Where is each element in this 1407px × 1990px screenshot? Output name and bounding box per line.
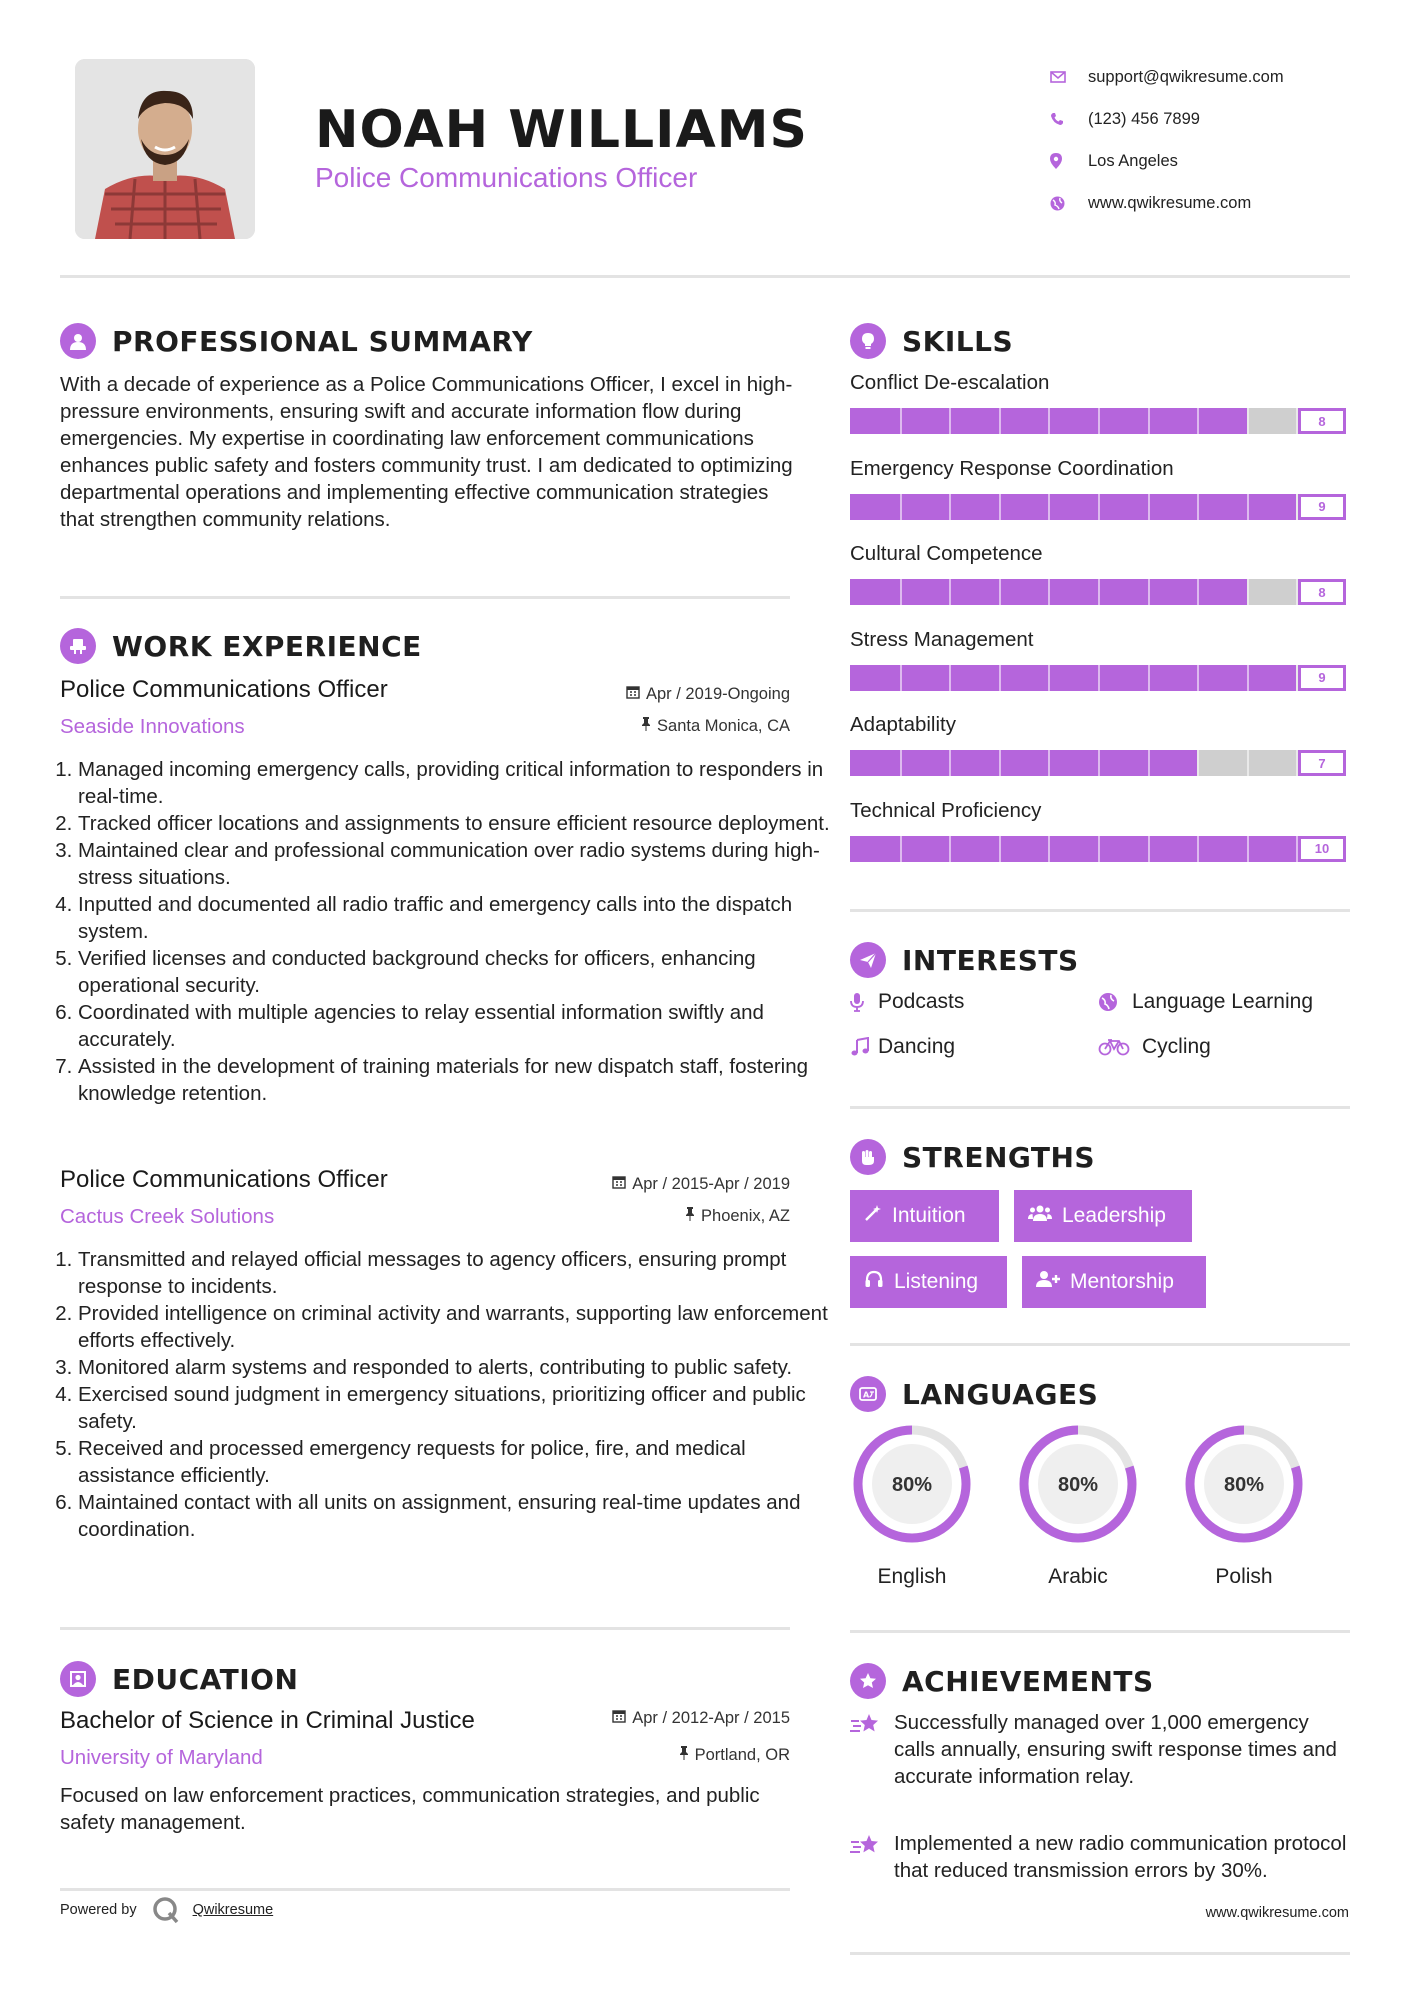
skill-label: Emergency Response Coordination: [850, 456, 1174, 480]
skill-bar-segment: [1098, 494, 1100, 520]
header-divider: [60, 275, 1350, 278]
job-location: [490, 717, 790, 741]
briefcase-icon: [60, 628, 96, 664]
strength-tag: [1022, 1256, 1206, 1308]
skill-bar: [850, 494, 1346, 520]
summary-text: With a decade of experience as a Police Communications Officer, I excel in high-pressure environments, ensuring swift and accurate information flow during emergencies. My expertise in coordinating law enforcement communications enhances public safety and fosters community trust. I am dedicated to optimizing departmental operations and implementing effective communication strategies that strengthen community relations.: [60, 373, 793, 531]
interest-label: Dancing: [878, 1035, 956, 1058]
list-item: 7. Assisted in the development of training materials for new dispatch staff, fostering knowledge retention.: [78, 1053, 830, 1107]
skill-bar-segment: [1098, 408, 1100, 434]
skill-bar-segment: [1247, 579, 1249, 605]
skill-bar-segment: [1197, 665, 1199, 691]
candidate-name: NOAH WILLIAMS: [315, 100, 808, 160]
skill-bar-segment: [1197, 750, 1199, 776]
skill-bar-segment: [1048, 494, 1050, 520]
achievement-item: [850, 1709, 1350, 1790]
strengths-divider: [850, 1343, 1350, 1346]
skill-bar-segment: [949, 408, 951, 434]
skill-bar-segment: [1247, 494, 1249, 520]
language-ring: [1182, 1422, 1306, 1546]
job-location-text: Santa Monica, CA: [657, 717, 790, 735]
contact-email[interactable]: [1050, 56, 1284, 98]
skill-bar-segment: [999, 579, 1001, 605]
education-title: EDUCATION: [112, 1662, 299, 1696]
skills-title: SKILLS: [902, 324, 1014, 358]
job-bullets: [48, 1246, 830, 1543]
interest-item: [1098, 1035, 1211, 1059]
phone-icon: [1050, 112, 1088, 126]
skill-bar-segment: [999, 494, 1001, 520]
star-badge-icon: [850, 1663, 886, 1699]
music-note-icon: [850, 1037, 878, 1057]
skill-bar-segment: [900, 836, 902, 862]
globe-icon: [1098, 992, 1132, 1012]
microphone-icon: [850, 992, 878, 1012]
languages-divider: [850, 1630, 1350, 1633]
skill-bar-segment: [1197, 836, 1199, 862]
skills-header: [850, 323, 1013, 359]
education-date-text: Apr / 2012-Apr / 2015: [632, 1709, 790, 1727]
pin-icon: [685, 1207, 695, 1226]
interests-divider: [850, 1106, 1350, 1109]
company-name: Cactus Creek Solutions: [60, 1205, 275, 1228]
list-item: 2. Provided intelligence on criminal activity and warrants, supporting law enforcement efforts effectively.: [78, 1300, 830, 1354]
skill-bar-segment: [1148, 408, 1150, 434]
skill-bar-segment: [1098, 579, 1100, 605]
list-item: 5. Received and processed emergency requests for police, fire, and medical assistance efficiently.: [78, 1435, 830, 1489]
skill-bar-segment: [1247, 665, 1249, 691]
achievement-text: Successfully managed over 1,000 emergency calls annually, ensuring swift response times and accurate information relay.: [894, 1711, 1337, 1788]
skill-bar-segment: [1197, 579, 1199, 605]
envelope-icon: [1050, 71, 1088, 83]
list-item: 5. Verified licenses and conducted background checks for officers, enhancing operational security.: [78, 945, 830, 999]
list-item: 2. Tracked officer locations and assignments to ensure efficient resource deployment.: [78, 810, 830, 837]
lightbulb-icon: [850, 323, 886, 359]
skill-bar-segment: [1148, 836, 1150, 862]
list-item: 6. Coordinated with multiple agencies to relay essential information swiftly and accurately.: [78, 999, 830, 1053]
contact-location: [1050, 140, 1284, 182]
skill-bar-segment: [949, 494, 951, 520]
language-ring: [850, 1422, 974, 1546]
fist-icon: [850, 1139, 886, 1175]
headphones-icon: [864, 1270, 884, 1294]
strengths-title: STRENGTHS: [902, 1140, 1096, 1174]
experience-divider: [60, 1627, 790, 1630]
company-name: Seaside Innovations: [60, 715, 245, 738]
skill-bar-segment: [999, 408, 1001, 434]
contact-email-text: support@qwikresume.com: [1088, 67, 1284, 86]
skill-bar-segment: [900, 408, 902, 434]
job-date: [490, 685, 790, 709]
list-item: 4. Exercised sound judgment in emergency situations, prioritizing officer and public safety.: [78, 1381, 830, 1435]
skill-bar-segment: [900, 750, 902, 776]
skill-label: Technical Proficiency: [850, 798, 1042, 822]
interest-item: [850, 990, 964, 1014]
job-title: Police Communications Officer: [60, 676, 388, 703]
interest-item: [1098, 990, 1313, 1014]
skill-label: Cultural Competence: [850, 542, 1043, 565]
profile-photo: [75, 59, 255, 239]
skill-bar-segment: [949, 579, 951, 605]
skill-score-badge: 7: [1298, 750, 1346, 776]
list-item: 6. Maintained contact with all units on assignment, ensuring real-time updates and coordination.: [78, 1489, 830, 1543]
strength-label: Listening: [894, 1270, 979, 1293]
skill-bar-fill: [850, 494, 1296, 520]
interests-title: INTERESTS: [902, 943, 1079, 977]
svg-text:A: A: [863, 1390, 870, 1400]
skill-score-badge: 8: [1298, 408, 1346, 434]
interest-item: [850, 1035, 955, 1059]
education-divider: [60, 1888, 790, 1891]
calendar-icon: [612, 1709, 626, 1728]
powered-by-label: Powered by: [60, 1902, 137, 1918]
contact-website-text: www.qwikresume.com: [1088, 193, 1252, 212]
education-date: [490, 1709, 790, 1733]
user-icon: [60, 323, 96, 359]
experience-title: WORK EXPERIENCE: [112, 629, 422, 663]
skill-bar-segment: [900, 494, 902, 520]
achievement-text: Implemented a new radio communication protocol that reduced transmission errors by 30%.: [894, 1832, 1347, 1882]
language-percent: 80%: [891, 1474, 933, 1496]
skill-bar-segment: [1048, 665, 1050, 691]
globe-icon: [1050, 196, 1088, 211]
skill-score-badge: 9: [1298, 494, 1346, 520]
job-location: [490, 1207, 790, 1231]
skills-divider: [850, 909, 1350, 912]
contact-phone[interactable]: [1050, 98, 1284, 140]
skill-bar-segment: [999, 750, 1001, 776]
interest-label: Language Learning: [1132, 990, 1314, 1013]
list-item: 1. Managed incoming emergency calls, providing critical information to responders in real-time.: [78, 756, 830, 810]
skill-bar-segment: [1048, 836, 1050, 862]
skill-label: Adaptability: [850, 713, 956, 736]
map-pin-icon: [1050, 153, 1088, 169]
skill-bar-segment: [949, 665, 951, 691]
language-ring: [1016, 1422, 1140, 1546]
skill-bar-segment: [949, 836, 951, 862]
strength-label: Intuition: [892, 1204, 966, 1227]
interest-label: Cycling: [1142, 1035, 1211, 1058]
languages-title: LANGUAGES: [902, 1377, 1099, 1411]
pin-icon: [641, 717, 651, 736]
skill-bar: [850, 579, 1346, 605]
skill-bar: [850, 665, 1346, 691]
skill-bar-segment: [900, 665, 902, 691]
paper-plane-icon: [850, 942, 886, 978]
skill-score-badge: 10: [1298, 836, 1346, 862]
skill-bar-segment: [900, 579, 902, 605]
skill-bar-segment: [1148, 579, 1150, 605]
summary-title: PROFESSIONAL SUMMARY: [112, 324, 533, 358]
skill-label: Conflict De-escalation: [850, 371, 1050, 394]
skill-bar-segment: [1148, 750, 1150, 776]
skill-bar-segment: [999, 665, 1001, 691]
skill-bar-segment: [1197, 408, 1199, 434]
experience-header: [60, 628, 422, 664]
contact-info: [1050, 56, 1284, 224]
list-item: 1. Transmitted and relayed official messages to agency officers, ensuring prompt response to incidents.: [78, 1246, 830, 1300]
skill-bar-segment: [1197, 494, 1199, 520]
achievements-header: [850, 1663, 1154, 1699]
job-date-text: Apr / 2019-Ongoing: [645, 685, 790, 703]
skill-bar-segment: [949, 750, 951, 776]
list-item: 4. Inputted and documented all radio traffic and emergency calls into the dispatch system.: [78, 891, 830, 945]
education-text: Focused on law enforcement practices, communication strategies, and public safety management.: [60, 1784, 760, 1834]
skill-bar-segment: [1098, 750, 1100, 776]
language-item: [1182, 1422, 1306, 1589]
language-label: Arabic: [1048, 1565, 1108, 1588]
contact-location-text: Los Angeles: [1088, 151, 1178, 170]
skill-bar-segment: [1148, 494, 1150, 520]
skill-bar-segment: [1247, 836, 1249, 862]
shooting-star-icon: [850, 1709, 894, 1790]
contact-website[interactable]: [1050, 182, 1284, 224]
language-label: English: [877, 1565, 947, 1588]
skill-score-badge: 9: [1298, 665, 1346, 691]
interests-header: [850, 942, 1079, 978]
skill-bar-fill: [850, 665, 1296, 691]
contact-phone-text: (123) 456 7899: [1088, 109, 1200, 128]
strength-tag: [1014, 1190, 1192, 1242]
shooting-star-icon: [850, 1830, 894, 1884]
job-location-text: Phoenix, AZ: [701, 1207, 790, 1225]
skill-bar: [850, 836, 1346, 862]
job-date-text: Apr / 2015-Apr / 2019: [632, 1175, 790, 1193]
strength-label: Mentorship: [1070, 1270, 1174, 1293]
skill-bar-segment: [1247, 408, 1249, 434]
language-item: [1016, 1422, 1140, 1589]
skill-bar-segment: [999, 836, 1001, 862]
strength-tag: [850, 1256, 1007, 1308]
calendar-icon: [626, 685, 640, 704]
brand-link[interactable]: Qwikresume: [192, 1902, 274, 1918]
powered-by: [60, 1895, 273, 1925]
footer-divider: [850, 1952, 1350, 1955]
achievements-title: ACHIEVEMENTS: [902, 1664, 1154, 1698]
skill-score-badge: 8: [1298, 579, 1346, 605]
summary-header: [60, 323, 533, 359]
education-location: [490, 1746, 790, 1770]
skill-bar-segment: [1048, 408, 1050, 434]
users-icon: [1028, 1204, 1052, 1228]
list-item: 3. Monitored alarm systems and responded to alerts, contributing to public safety.: [78, 1354, 830, 1381]
job-bullets: [48, 756, 830, 1107]
skill-bar: [850, 408, 1346, 434]
skill-bar-fill: [850, 750, 1197, 776]
bicycle-icon: [1098, 1038, 1142, 1056]
graduate-icon: [60, 1661, 96, 1697]
footer-website[interactable]: www.qwikresume.com: [1205, 1905, 1349, 1921]
interest-label: Podcasts: [878, 990, 965, 1013]
strength-label: Leadership: [1062, 1204, 1166, 1227]
skill-bar: [850, 750, 1346, 776]
strengths-header: [850, 1139, 1095, 1175]
candidate-role: Police Communications Officer: [315, 162, 698, 193]
calendar-icon: [612, 1175, 626, 1194]
school-name: University of Maryland: [60, 1746, 263, 1769]
magic-wand-icon: [864, 1204, 882, 1228]
pin-icon: [679, 1746, 689, 1765]
education-header: [60, 1661, 298, 1697]
language-icon: [850, 1376, 886, 1412]
skill-bar-segment: [1098, 665, 1100, 691]
language-item: [850, 1422, 974, 1589]
qwikresume-logo-icon: [151, 1895, 181, 1925]
education-location-text: Portland, OR: [694, 1746, 790, 1764]
list-item: 3. Maintained clear and professional communication over radio systems during high-stress situations.: [78, 837, 830, 891]
user-plus-icon: [1036, 1270, 1060, 1294]
skill-label: Stress Management: [850, 627, 1034, 651]
achievement-item: [850, 1830, 1350, 1884]
skill-bar-segment: [1098, 836, 1100, 862]
skill-bar-segment: [1247, 750, 1249, 776]
skill-bar-segment: [1048, 579, 1050, 605]
language-percent: 80%: [1057, 1474, 1099, 1496]
summary-divider: [60, 596, 790, 599]
strength-tag: [850, 1190, 999, 1242]
skill-bar-segment: [1148, 665, 1150, 691]
skill-bar-segment: [1048, 750, 1050, 776]
degree-title: Bachelor of Science in Criminal Justice: [60, 1707, 475, 1734]
languages-header: [850, 1376, 1098, 1412]
job-title: Police Communications Officer: [60, 1166, 388, 1193]
language-percent: 80%: [1223, 1474, 1265, 1496]
job-date: [490, 1175, 790, 1199]
language-label: Polish: [1215, 1565, 1273, 1588]
